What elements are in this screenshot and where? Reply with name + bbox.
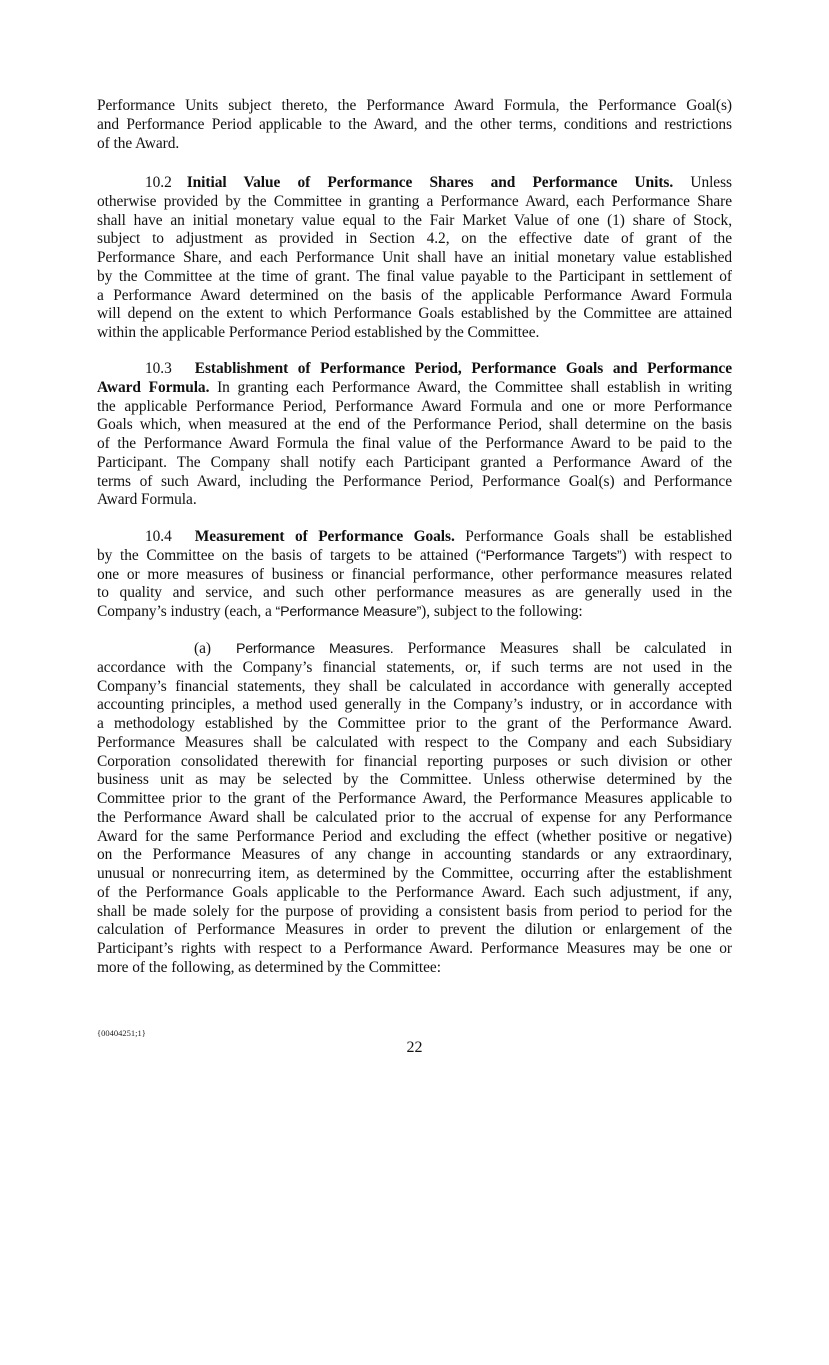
section-10-4 [97,528,732,622]
text-line: terms of such Award, including the Performance Period, Performance Goal(s) and Performance [97,472,732,490]
text-line: will depend on the extent to which Performance Goals established by the Committee are attained [97,305,732,323]
item-label: (a) [194,640,211,657]
text-line: the applicable Performance Period, Performance Award Formula and one or more Performance [97,397,732,415]
text-line: and Performance Period applicable to the Award, and the other terms, conditions and restrictions [97,115,732,133]
section-first-line [97,528,732,547]
section-heading-cont: Award Formula. [97,378,210,396]
section-number: 10.3 [145,360,172,377]
section-first-line [97,174,732,193]
text-line: Participant’s rights with respect to a Performance Award. Performance Measures may be one or [97,940,732,957]
text-segment: by the Committee on the basis of targets to be attained ( [97,546,481,564]
text-line [97,547,732,566]
section-second-line [97,379,732,398]
section-heading: Measurement of Performance Goals. [194,528,455,545]
text-line: unusual or nonrecurring item, as determined by the Committee, occurring after the establishment [97,865,732,882]
text-line: one or more measures of business or financial performance, other performance measures related [97,565,732,583]
defined-term: “Performance Targets” [480,547,622,564]
item-text: Performance Measures shall be calculated in [407,640,732,657]
text-line: the Performance Award shall be calculated prior to the accrual of expense for any Performance [97,808,732,826]
section-heading: Establishment of Performance Period, Performance Goals and Performance [194,360,732,377]
text-line: a Performance Award determined on the basis of the applicable Performance Award Formula [97,286,732,304]
text-line: shall have an initial monetary value equal to the Fair Market Value of one (1) share of Stock, [97,211,732,229]
section-text: In granting each Performance Award, the Committee shall establish in writing [217,378,732,396]
text-line: Corporation consolidated therewith for financial reporting purposes or such division or other [97,752,732,770]
item-heading: Performance Measures. [235,641,394,657]
page-number: 22 [406,1039,423,1056]
section-text: Performance Goals shall be established [465,528,732,545]
text-line: a methodology established by the Committee prior to the grant of the Performance Award. [97,715,732,732]
text-line: within the applicable Performance Period established by the Committee. [97,324,540,341]
text-line: Performance Units subject thereto, the Performance Award Formula, the Performance Goal(s) [97,97,732,114]
text-line: business unit as may be selected by the Committee. Unless otherwise determined by the [97,771,732,789]
text-line: calculation of Performance Measures in order to prevent the dilution or enlargement of the [97,921,732,939]
text-segment: ), subject to the following: [421,603,583,620]
text-line: of the Performance Award Formula the final value of the Performance Award to be paid to the [97,435,732,452]
text-line: of the Award. [97,134,180,152]
text-line: by the Committee at the time of grant. The final value payable to the Participant in settlement of [97,267,732,285]
text-line: more of the following, as determined by the Committee: [97,958,441,976]
text-line [97,603,732,622]
text-line: Committee prior to the grant of the Performance Award, the Performance Measures applicable to [97,790,732,807]
text-line: Performance Share, and each Performance Unit shall have an initial monetary value established [97,249,732,266]
text-line: otherwise provided by the Committee in granting a Performance Award, each Performance Share [97,192,732,210]
section-10-3 [97,360,732,510]
text-line: of the Performance Goals applicable to the Performance Award. Each such adjustment, if any, [97,883,732,901]
defined-term: “Performance Measure” [275,604,422,620]
section-number: 10.2 [145,174,172,191]
text-line: Goals which, when measured at the end of the Performance Period, shall determine on the basis [97,416,732,434]
section-number: 10.4 [145,528,172,545]
text-line: Performance Measures shall be calculated with respect to the Company and each Subsidiary [97,733,732,751]
text-line: accordance with the Company’s financial statements, or, if such terms are not used in the [97,658,732,676]
paragraph-continuation [97,97,732,153]
text-line: Award Formula. [97,491,197,509]
text-line: Award for the same Performance Period and excluding the effect (whether positive or negative) [97,827,732,845]
text-line: shall be made solely for the purpose of providing a consistent basis from period to period for the [97,902,732,920]
section-heading: Initial Value of Performance Shares and Performance Units. [186,174,674,191]
section-text: Unless [690,174,732,191]
document-id: {00404251;1} [97,1028,146,1038]
text-line: on the Performance Measures of any change in accounting standards or any extraordinary, [97,846,732,864]
section-10-2 [97,174,732,343]
subsection-a [97,640,732,978]
text-line: subject to adjustment as provided in Section 4.2, on the effective date of grant of the [97,230,732,248]
subsection-first-line [97,640,732,659]
text-line: Company’s financial statements, they shall be calculated in accordance with generally accepted [97,677,732,695]
text-segment: ) with respect to [621,546,733,564]
text-segment: Company’s industry (each, a [97,603,276,620]
section-first-line [97,360,732,379]
text-line: to quality and service, and such other performance measures as are generally used in the [97,584,732,602]
text-line: Participant. The Company shall notify each Participant granted a Performance Award of the [97,453,732,471]
text-line: accounting principles, a method used generally in the Company’s industry, or in accordance with [97,696,732,714]
